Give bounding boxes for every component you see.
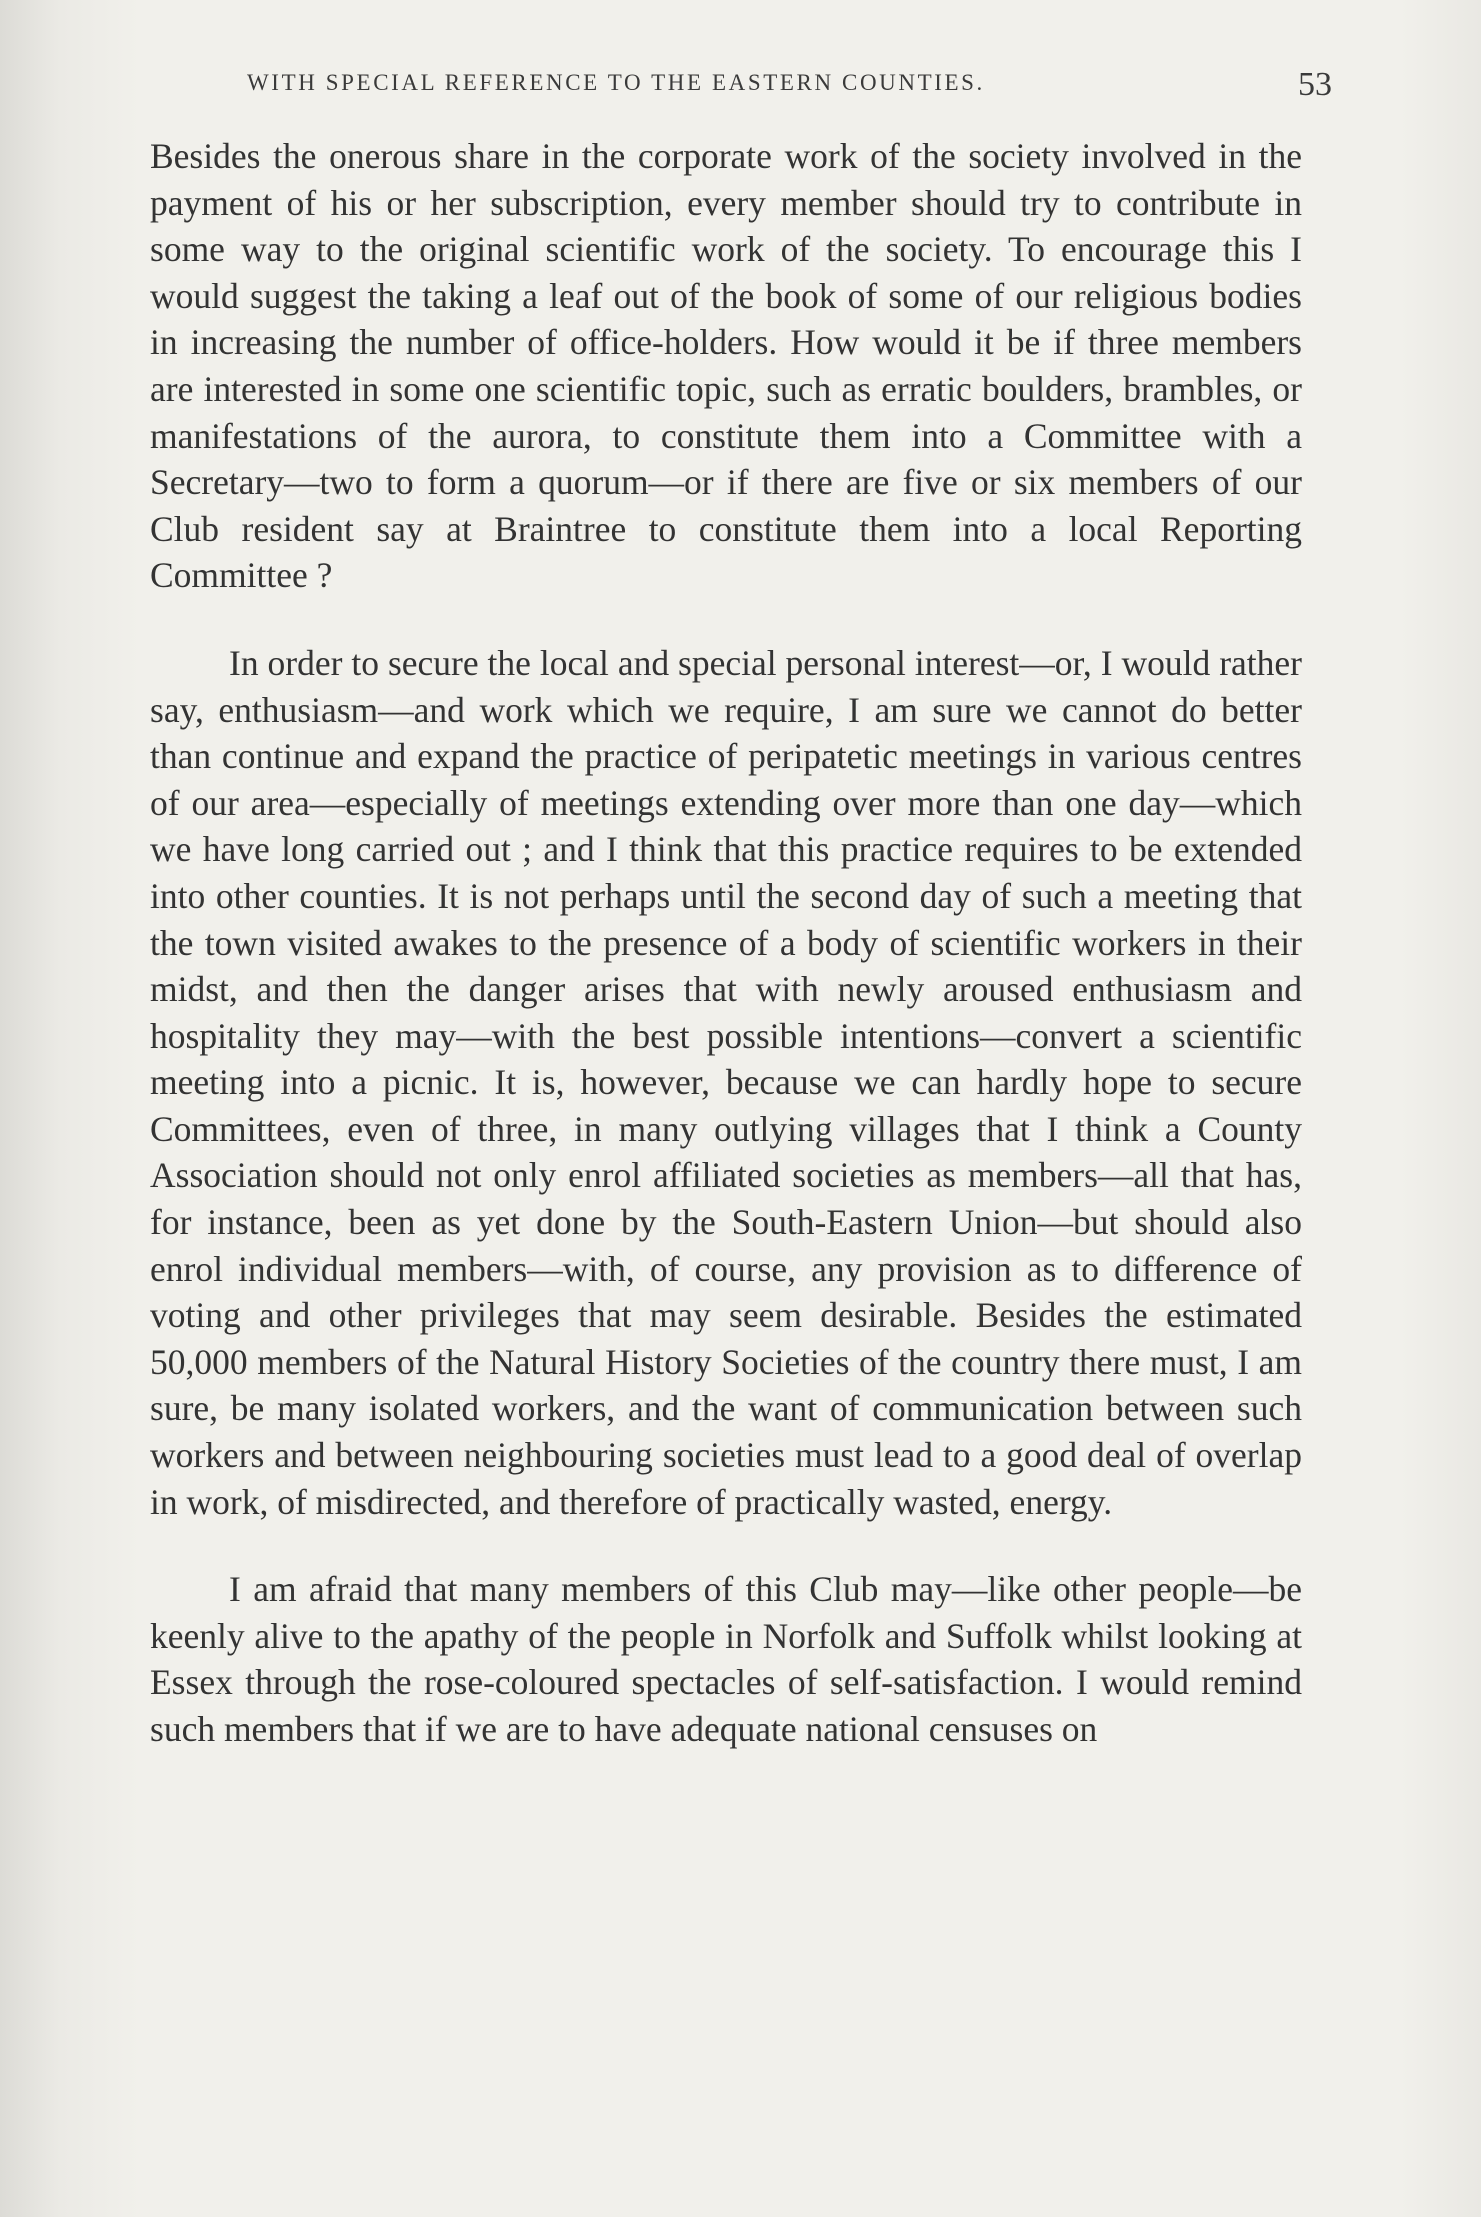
- page-number: 53: [1298, 66, 1332, 103]
- paragraph-apathy: I am afraid that many members of this Club may—like other people—be keenly alive to the apathy of the people in Norfolk and Suffolk whilst looking at Essex through the rose-coloured spectacles of self-satisfaction. I would remind such members that if we are to have adequate national censuses on: [150, 1569, 1302, 1749]
- running-title: WITH SPECIAL REFERENCE TO THE EASTERN COUNTIES.: [247, 70, 985, 95]
- running-head: [152, 62, 1332, 112]
- body-text: [150, 133, 1302, 1753]
- paragraph-peripatetic-meetings: In order to secure the local and special personal interest—or, I would rather say, enthusiasm—and work which we require, I am sure we cannot do better than continue and expand the practice of peripatetic meetings in various centres of our area—especially of meetings extending over more than one day—which we have long carried out ; and I think that this practice requires to be extended into other counties. It is not perhaps until the second day of such a meeting that the town visited awakes to the presence of a body of scientific workers in their midst, and then the danger arises that with newly aroused enthusiasm and hospitality they may—with the best possible intentions—convert a scientific meeting into a picnic. It is, however, because we can hardly hope to secure Committees, even of three, in many outlying villages that I think a County Association should not only enrol affiliated societies as members—all that has, for instance, been as yet done by the South-Eastern Union—but should also enrol individual members—with, of course, any provision as to difference of voting and other privileges that may seem desirable. Besides the estimated 50,000 members of the Natural History Societies of the country there must, I am sure, be many isolated workers, and the want of communication between such workers and between neighbouring societies must lead to a good deal of overlap in work, of misdirected, and therefore of practically wasted, energy.: [150, 642, 1302, 1522]
- paragraph-subscription: Besides the onerous share in the corporate work of the society involved in the payment of his or her subscription, every member should try to contribute in some way to the original scientific work of the society. To encourage this I would suggest the taking a leaf out of the book of some of our religious bodies in increasing the number of office-holders. How would it be if three members are interested in some one scientific topic, such as erratic boulders, brambles, or manifestations of the aurora, to constitute them into a Committee with a Secretary—two to form a quorum—or if there are five or six members of our Club resident say at Braintree to constitute them into a local Reporting Committee ?: [150, 136, 1302, 596]
